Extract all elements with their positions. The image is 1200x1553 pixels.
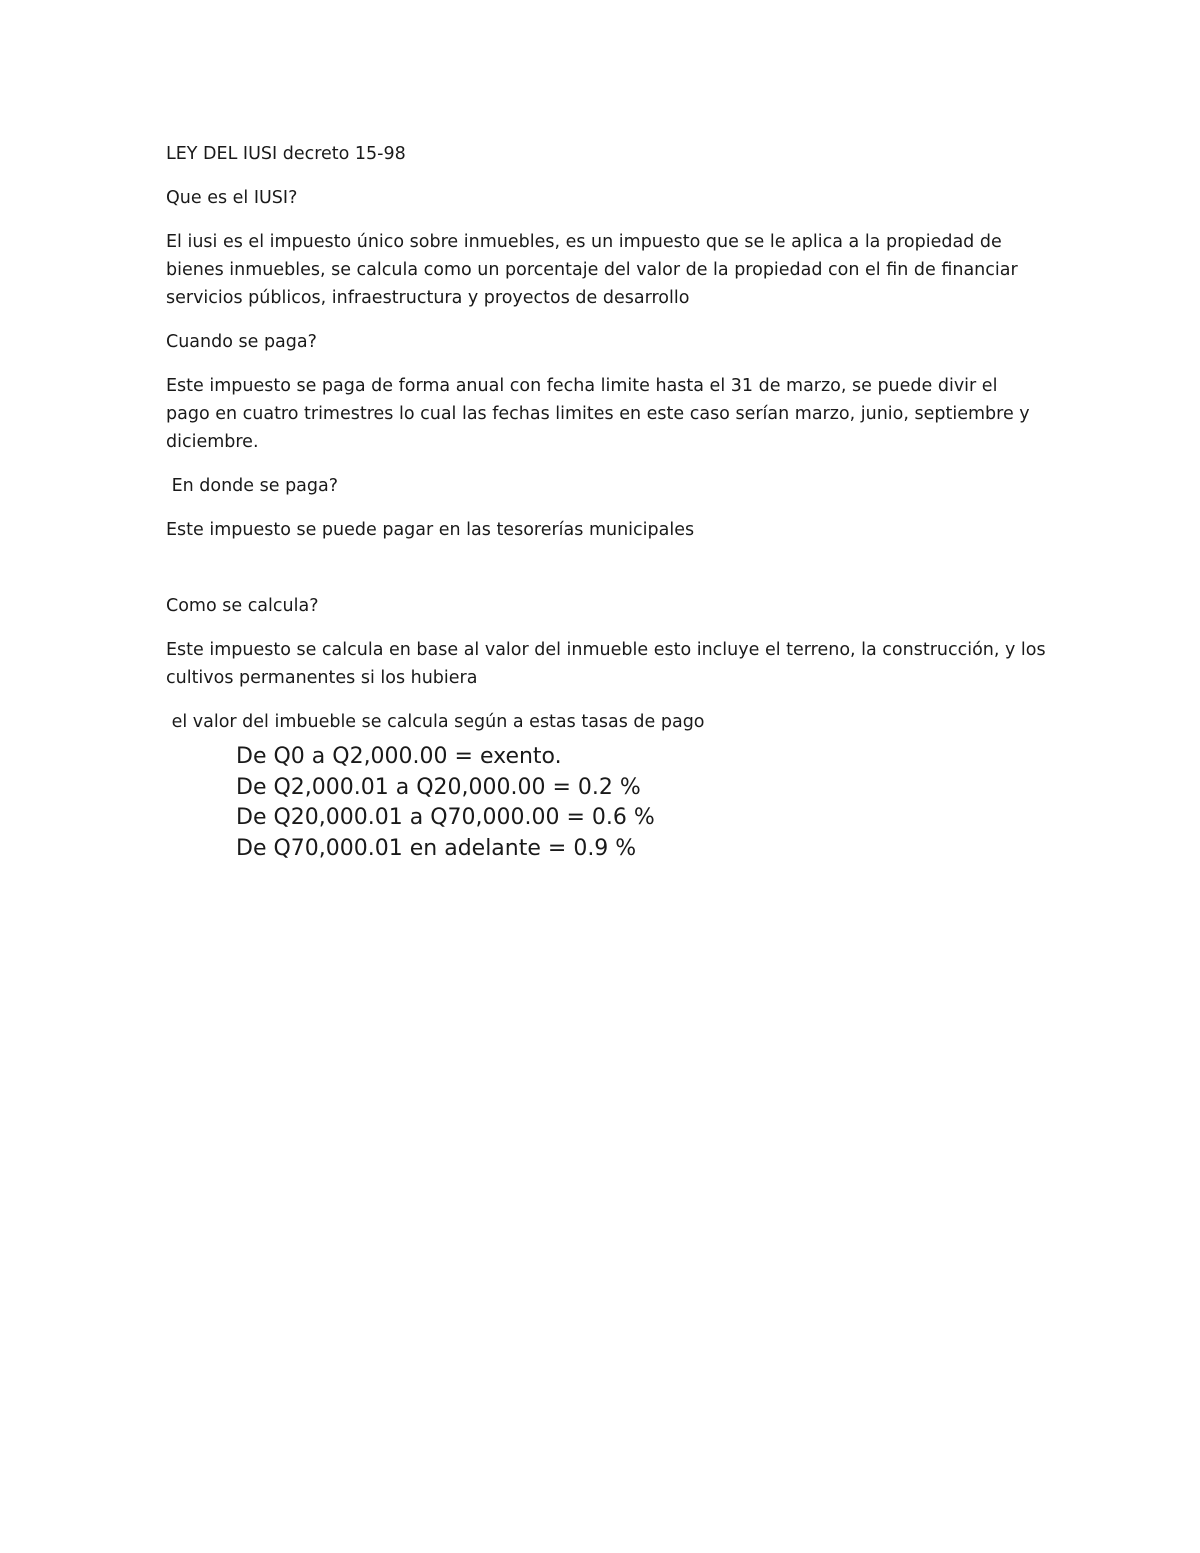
question-when-paid: Cuando se paga? — [166, 332, 317, 352]
document-title: LEY DEL IUSI decreto 15-98 — [166, 144, 406, 164]
rate-line: De Q20,000.01 a Q70,000.00 = 0.6 % — [236, 805, 655, 830]
rate-line: De Q70,000.01 en adelante = 0.9 % — [236, 835, 637, 861]
rate-line: De Q2,000.01 a Q20,000.00 = 0.2 % — [236, 774, 641, 800]
question-where-paid: En donde se paga? — [166, 476, 339, 496]
rates-intro: el valor del imbueble se calcula según a estas tasas de pago — [166, 712, 705, 732]
answer-where-paid: Este impuesto se puede pagar en las tesorerías municipales — [166, 520, 695, 540]
answer-when-paid: Este impuesto se paga de forma anual con fecha limite hasta el 31 de marzo, se puede divir el pago en cuatro trimestres lo cual las fechas limites en este caso serían marzo, junio, septiembre y diciembre. — [166, 376, 1030, 452]
document-body — [166, 140, 1046, 864]
question-how-calculated: Como se calcula? — [166, 596, 319, 616]
answer-how-calculated: Este impuesto se calcula en base al valor del inmueble esto incluye el terreno, la construcción, y los cultivos permanentes si los hubiera — [166, 640, 1046, 688]
answer-what-is: El iusi es el impuesto único sobre inmuebles, es un impuesto que se le aplica a la propiedad de bienes inmuebles, se calcula como un porcentaje del valor de la propiedad con el fin de financiar servicios públicos, infraestructura y proyectos de desarrollo — [166, 232, 1018, 308]
blank-line — [166, 560, 1046, 592]
rate-line: De Q0 a Q2,000.00 = exento. — [236, 744, 562, 769]
question-what-is: Que es el IUSI? — [166, 188, 298, 208]
rates-list — [236, 742, 1046, 864]
